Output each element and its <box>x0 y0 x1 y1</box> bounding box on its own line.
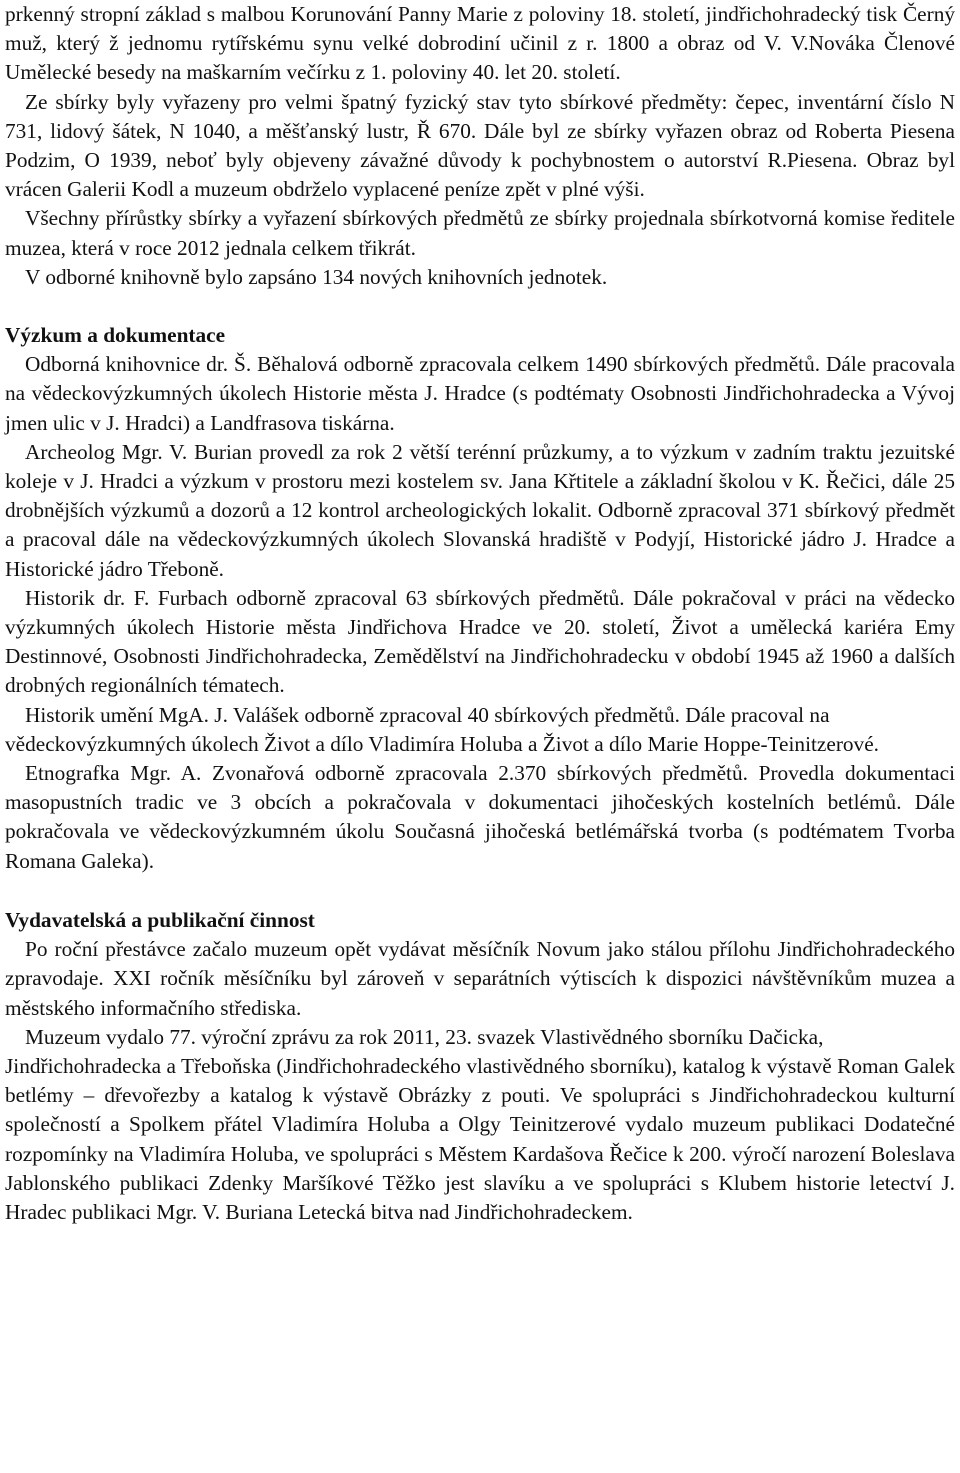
publishing-section <box>5 906 955 1227</box>
paragraph-art-historian-line2: vědeckovýzkumných úkolech Život a dílo Vladimíra Holuba a Život a dílo Marie Hoppe-Teinitzerové. <box>5 731 879 756</box>
section-spacer <box>5 292 955 321</box>
paragraph-ethnographer: Etnografka Mgr. A. Zvonařová odborně zpracovala 2.370 sbírkových předmětů. Provedla dokumentaci masopustních tradic ve 3 obcích a pokračovala v dokumentaci jihočeských kostelních betlémů. Dále pokračovala ve vědeckovýzkumném úkolu Současná jihočeská betlémářská tvorba (s podtématem Tvorba Romana Galeka). <box>5 761 955 873</box>
research-section <box>5 321 955 876</box>
publishing-heading: Vydavatelská a publikační činnost <box>5 907 315 932</box>
paragraph-art-historian-line1: Historik umění MgA. J. Valášek odborně zpracoval 40 sbírkových předmětů. Dále pracoval na <box>25 702 830 727</box>
research-heading: Výzkum a dokumentace <box>5 323 226 348</box>
collection-section <box>5 0 955 292</box>
paragraph-novum: Po roční přestávce začalo muzeum opět vydávat měsíčník Novum jako stálou přílohu Jindřichohradeckého zpravodaje. XXI ročník měsíčníku byl zároveň v separátních výtiscích k dispozici návštěvníkům muzea a městského informačního střediska. <box>5 937 955 1020</box>
section-spacer <box>5 876 955 906</box>
paragraph-deaccessions: Ze sbírky byly vyřazeny pro velmi špatný fyzický stav tyto sbírkové předměty: čepec, inventární číslo N 731, lidový šátek, N 1040, a měšťanský lustr, Ř 670. Dále byl ze sbírky vyřazen obraz od Roberta Piesena Podzim, O 1939, neboť byly objeveny závažné důvody k pochybnostem o autorství R.Piesena. Obraz byl vrácen Galerii Kodl a muzeum obdrželo vyplacené peníze zpět v plné výši. <box>5 89 955 202</box>
paragraph-publications-line2: Jindřichohradecka a Třeboňska (Jindřichohradeckého vlastivědného sborníku), katalog k výstavě Roman Galek betlémy – dřevořezby a katalog k výstavě Obrázky z pouti. Ve spolupráci s Jindřichohradeckou kulturní společností a Spolkem přátel Vladimíra Holuba a Olgy Teinitzerové vydalo muzeum publikaci Dodatečné rozpomínky na Vladimíra Holuba, ve spolupráci s Městem Kardašova Řečice k 200. výročí narození Boleslava Jablonského publikaci Zdenky Maršíkové Těžko jest slavíku a ve spolupráci s Klubem historie letectví J. Hradec publikaci Mgr. V. Buriana Letecká bitva nad Jindřichohradeckem. <box>5 1053 955 1224</box>
paragraph-historian: Historik dr. F. Furbach odborně zpracoval 63 sbírkových předmětů. Dále pokračoval v práci na vědecko výzkumných úkolech Historie města Jindřichova Hradce ve 20. století, Život a umělecká kariéra Emy Destinnové, Osobnosti Jindřichohradecka, Zemědělství na Jindřichohradecku v období 1945 až 1960 a dalších drobných regionálních tématech. <box>5 585 955 698</box>
paragraph-librarian: Odborná knihovnice dr. Š. Běhalová odborně zpracovala celkem 1490 sbírkových předmětů. Dále pracovala na vědeckovýzkumných úkolech Historie města J. Hradce (s podtématy Osobnosti Jindřichohradecka a Vývoj jmen ulic v J. Hradci) a Landfrasova tiskárna. <box>5 352 955 435</box>
paragraph-archaeologist: Archeolog Mgr. V. Burian provedl za rok 2 větší terénní průzkumy, a to výzkum v zadním traktu jezuitské koleje v J. Hradci a výzkum v prostoru mezi kostelem sv. Jana Křtitele a základní školou v K. Řečici, dále 25 drobnějších výzkumů a dozorů a 12 kontrol archeologických lokalit. Odborně zpracoval 371 sbírkový předmět a pracoval dále na vědeckovýzkumných úkolech Slovanská hradiště v Podyjí, Historické jádro J. Hradce a Historické jádro Třeboně. <box>5 439 955 581</box>
paragraph-acquisitions: prkenný stropní základ s malbou Korunování Panny Marie z poloviny 18. století, jindřichohradecký tisk Černý muž, který ž jednomu rytířskému synu velké dobrodiní učinil z r. 1800 a obraz od V. V.Nováka Členové Umělecké besedy na maškarním večírku z 1. poloviny 40. let 20. století. <box>5 2 955 85</box>
paragraph-library: V odborné knihovně bylo zapsáno 134 nových knihovních jednotek. <box>25 264 608 289</box>
paragraph-publications-line1: Muzeum vydalo 77. výroční zprávu za rok 2011, 23. svazek Vlastivědného sborníku Dačicka, <box>25 1024 824 1049</box>
paragraph-committee: Všechny přírůstky sbírky a vyřazení sbírkových předmětů ze sbírky projednala sbírkotvorná komise ředitele muzea, která v roce 2012 jednala celkem třikrát. <box>5 206 955 260</box>
